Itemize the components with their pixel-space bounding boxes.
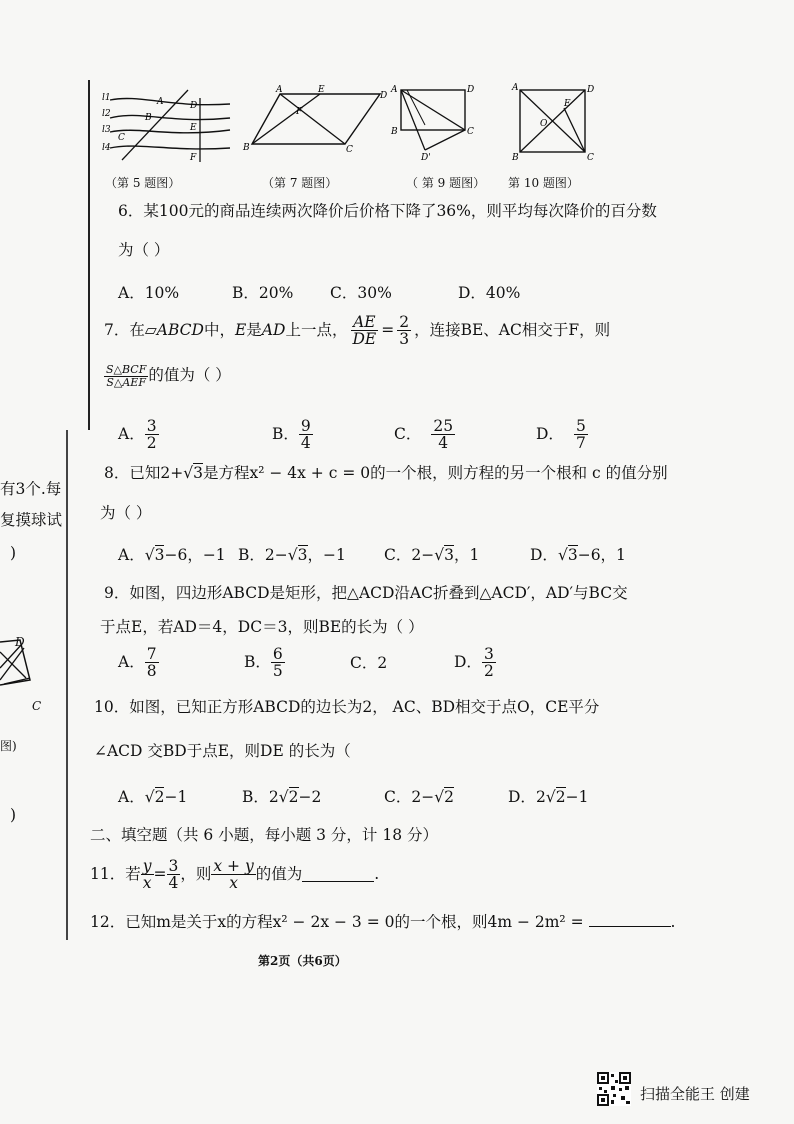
q12-answer-blank[interactable] [589, 914, 671, 927]
q11-answer-blank[interactable] [302, 867, 374, 882]
q10-a-rest: −1 [164, 788, 188, 806]
left-fragment-5: ) [10, 806, 17, 824]
q7-b-den: 4 [300, 434, 311, 453]
left-fragment-1: 有3个.每 [0, 480, 62, 498]
q8-c-rest: ，1 [454, 546, 480, 564]
q7-ad: AD [261, 321, 286, 340]
q9-d-num: 3 [483, 645, 494, 663]
q11-frac-yx [141, 858, 154, 892]
sqrt-icon: √ [144, 788, 155, 806]
q8-text-a: 8．已知2+ [104, 464, 184, 482]
q8-d-rest: −6，1 [577, 546, 626, 564]
q10-option-d [508, 790, 588, 806]
left-label-c: C [32, 699, 42, 713]
fig10-label-o: O [540, 119, 548, 129]
q7-area-ratio [104, 364, 148, 388]
q7-option-b [272, 418, 313, 452]
q7-b-num: 9 [300, 417, 311, 435]
q11 [90, 858, 379, 892]
q10-b-label: B． [242, 788, 269, 806]
margin-line-upper [88, 80, 90, 430]
q10-c-label: C． [384, 788, 412, 806]
q8-radicand: 3 [193, 464, 203, 482]
fig5-label-l4: l4 [102, 143, 111, 153]
sqrt-icon: √ [183, 464, 194, 482]
q10-d-label: D． [508, 788, 536, 806]
q7-option-c-label: C． [394, 425, 422, 444]
q8-b-rest: ，−1 [307, 546, 346, 564]
q7-option-a-frac [145, 418, 159, 452]
q7-e: E [234, 321, 247, 340]
fig5-label-f: F [190, 153, 197, 163]
q12-text: 12．已知m是关于x的方程x² − 2x − 3 = 0的一个根，则4m − 2m² = [90, 913, 584, 931]
q10-stem-1: 10．如图，已知正方形ABCD的边长为2， AC、BD相交于点O，CE平分 [94, 698, 600, 716]
fig10-label-c: C [587, 153, 594, 160]
left-label-d: D [15, 635, 25, 649]
q7-stem-2 [104, 364, 231, 388]
fig10-label-b: B [512, 153, 519, 160]
caption-fig9: （ 第 9 题图） [406, 176, 486, 190]
q8-b-pre: 2− [264, 546, 288, 564]
left-fragment-3: ) [10, 544, 17, 562]
fig7-label-e: E [318, 85, 325, 95]
qr-code-icon [597, 1072, 631, 1110]
q11-x2: x [229, 874, 238, 893]
q7-d-den: 7 [575, 434, 586, 453]
q7-ratio-ae-de [350, 314, 378, 348]
q9-option-a [118, 646, 159, 680]
q7-option-b-frac [299, 418, 313, 452]
q7-option-a [118, 418, 159, 452]
q11-eq: = [153, 865, 167, 884]
q12-end: . [670, 913, 676, 931]
q9-a-frac [145, 646, 159, 680]
q7-pre: 7．在 [104, 321, 145, 340]
q10-option-a [118, 790, 187, 806]
q8-b-label: B． [238, 546, 265, 564]
q7-option-d-label: D． [536, 425, 564, 444]
q9-b-label: B． [244, 653, 271, 672]
q6-stem-1: 6．某100元的商品连续两次降价后价格下降了36%，则平均每次降价的百分数 [118, 202, 657, 220]
fig7-label-d: D [380, 91, 388, 101]
q7-ratio-post: 的值为（ ） [148, 366, 231, 385]
q9-b-den: 5 [272, 662, 283, 681]
fig10-label-d: D [587, 85, 595, 95]
q7-area-num: S△BCF [106, 363, 147, 376]
q10-stem-2: ∠ACD 交BD于点E，则DE 的长为（ [94, 742, 351, 760]
fig5-label-l1: l1 [102, 93, 111, 103]
q7-option-d-frac [574, 418, 588, 452]
fig5-label-b: B [145, 113, 152, 123]
q8-option-c [384, 548, 479, 564]
q9-b-frac [271, 646, 285, 680]
q8-option-b [238, 548, 346, 564]
q7-a-den: 2 [146, 434, 157, 453]
fig5-label-a: A [157, 97, 164, 107]
figure-7 [240, 82, 390, 157]
sqrt-icon: √ [434, 546, 445, 564]
sqrt-icon: √ [144, 546, 155, 564]
q7-c-num: 25 [433, 417, 454, 435]
caption-fig10: 第 10 题图） [508, 176, 579, 190]
q10-d-rest: −1 [565, 788, 589, 806]
q10-option-b [242, 790, 321, 806]
q11-n3: 3 [168, 857, 179, 875]
q11-end: . [374, 865, 380, 884]
q7-d-num: 5 [575, 417, 586, 435]
q11-frac-xyx [211, 858, 255, 892]
figure-5 [100, 80, 235, 170]
q11-x: x [142, 874, 152, 893]
sqrt-icon: √ [287, 546, 298, 564]
q10-d-pre: 2 [535, 788, 546, 806]
q11-y: y [142, 857, 152, 875]
q11-frac-34 [167, 858, 181, 892]
section-heading-fill-in: 二、填空题（共 6 小题，每小题 3 分，计 18 分） [90, 826, 439, 844]
q10-c-root: 2 [444, 788, 454, 806]
q11-n4: 4 [168, 874, 179, 893]
q8-option-a [118, 548, 226, 564]
q7-option-b-label: B． [272, 425, 299, 444]
q7-eq: = [381, 321, 395, 340]
q7-option-c-frac [431, 418, 455, 452]
sqrt-icon: √ [545, 788, 556, 806]
q8-stem-1 [104, 466, 668, 482]
q10-c-pre: 2− [411, 788, 435, 806]
q9-stem-1: 9．如图，四边形ABCD是矩形，把△ACD沿AC折叠到△ACD′，AD′与BC交 [104, 584, 628, 602]
fig9-label-a: A [391, 85, 398, 95]
fig9-label-dprime: D' [421, 153, 431, 160]
scanner-watermark: 扫描全能王 创建 [640, 1085, 750, 1103]
q10-b-root: 2 [288, 788, 299, 806]
q7-area-den: S△AEF [106, 375, 146, 389]
fig5-label-l2: l2 [102, 109, 111, 119]
q8-a-label: A． [118, 546, 145, 564]
fig7-label-b: B [243, 143, 250, 153]
q7-option-c [394, 418, 455, 452]
fig9-label-c: C [467, 127, 474, 137]
q9-a-num: 7 [146, 645, 157, 663]
q7-ratio-den: DE [352, 330, 377, 349]
q7-value-den: 3 [399, 330, 410, 349]
q9-option-d [454, 646, 496, 680]
q9-stem-2: 于点E，若AD＝4，DC＝3，则BE的长为（ ） [100, 618, 424, 636]
q9-a-label: A． [118, 653, 145, 672]
q8-c-label: C． [384, 546, 412, 564]
q11-post: 的值为 [255, 865, 303, 884]
q7-parallelogram: ▱ABCD [144, 321, 204, 340]
q9-option-b [244, 646, 285, 680]
q7-post: ，连接BE、AC相交于F，则 [414, 321, 611, 340]
q7-a-num: 3 [146, 417, 157, 435]
fig5-label-d: D [190, 101, 198, 111]
fig5-label-e: E [190, 123, 197, 133]
q10-a-label: A． [118, 788, 145, 806]
q7-option-a-label: A． [118, 425, 145, 444]
q9-d-frac [482, 646, 496, 680]
q8-c-pre: 2− [411, 546, 435, 564]
fig7-label-f: F [296, 107, 303, 117]
q10-option-c [384, 790, 454, 806]
fig7-label-a: A [276, 85, 283, 95]
q8-option-d [530, 548, 626, 564]
q9-d-den: 2 [483, 662, 494, 681]
q9-b-num: 6 [272, 645, 283, 663]
q7-mid2: 是 [246, 321, 262, 340]
q6-option-a: A．10% [118, 284, 180, 302]
figure-9 [385, 80, 485, 160]
fig9-label-b: B [391, 127, 398, 137]
fig10-label-a: A [512, 83, 519, 93]
q7-option-d [536, 418, 588, 452]
q7-ratio-value [397, 314, 411, 348]
q8-d-label: D． [530, 546, 558, 564]
q8-a-root: 3 [154, 546, 165, 564]
q8-text-c: 是方程x² − 4x + c = 0的一个根，则方程的另一个根和 c 的值分别 [202, 464, 668, 482]
q10-b-pre: 2 [268, 788, 279, 806]
q8-c-root: 3 [444, 546, 454, 564]
caption-fig5: （第 5 题图） [105, 176, 181, 190]
q7-c-den: 4 [438, 434, 449, 453]
fig5-label-c: C [118, 133, 125, 143]
figure-10 [510, 80, 600, 160]
q10-d-root: 2 [555, 788, 566, 806]
q9-d-label: D． [454, 653, 482, 672]
q7-ratio-num: AE [353, 313, 376, 331]
q8-d-root: 3 [567, 546, 578, 564]
left-fragment-figure [0, 630, 50, 714]
q6-option-b: B．20% [232, 284, 294, 302]
page-number: 第2页（共6页） [258, 954, 347, 968]
q7-value-num: 2 [399, 313, 410, 331]
fig5-label-l3: l3 [102, 125, 111, 135]
fig7-label-c: C [346, 145, 353, 155]
q9-a-den: 8 [146, 662, 157, 681]
sqrt-icon: √ [557, 546, 568, 564]
fig10-label-e: E [564, 99, 571, 109]
q10-a-root: 2 [154, 788, 165, 806]
sqrt-icon: √ [278, 788, 289, 806]
margin-line-lower [66, 430, 68, 940]
fig9-label-d: D [467, 85, 475, 95]
sqrt-icon: √ [434, 788, 445, 806]
q8-stem-2: 为（ ） [100, 504, 152, 522]
left-fragment-2: 复摸球试 [0, 511, 63, 529]
q6-option-c: C．30% [330, 284, 392, 302]
q11-xy: x + y [213, 857, 254, 875]
q7-stem-1 [104, 314, 610, 348]
q11-pre: 11．若 [90, 865, 141, 884]
q12 [90, 914, 675, 931]
q6-option-d: D．40% [458, 284, 521, 302]
q7-mid: 中， [203, 321, 235, 340]
q8-a-rest: −6，−1 [164, 546, 226, 564]
q9-option-c: C．2 [350, 654, 388, 672]
q6-stem-2: 为（ ） [118, 241, 170, 259]
q8-b-root: 3 [297, 546, 308, 564]
left-fragment-4: 图) [0, 739, 17, 753]
caption-fig7: （第 7 题图） [262, 176, 338, 190]
q10-b-rest: −2 [298, 788, 322, 806]
q7-mid3: 上一点， [285, 321, 348, 340]
q11-mid: ，则 [180, 865, 212, 884]
